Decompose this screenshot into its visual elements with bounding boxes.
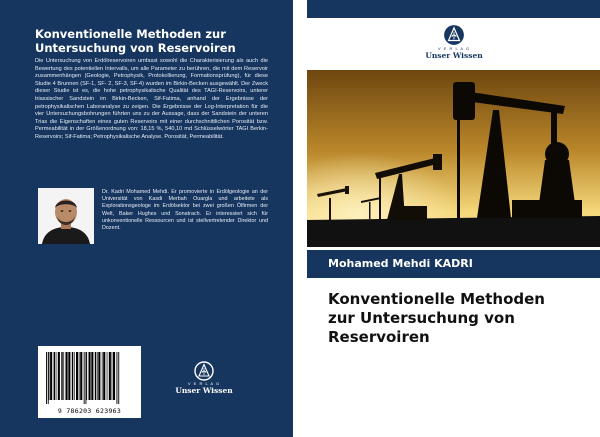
pumpjack-silhouette-image xyxy=(307,70,600,247)
spine xyxy=(293,0,307,437)
front-logo-verlag: V E R L A G xyxy=(437,46,471,51)
front-title-line-2: zur Untersuchung von xyxy=(328,309,515,327)
front-publisher-logo xyxy=(423,24,485,70)
front-title-line-1: Konventionelle Methoden xyxy=(328,290,545,308)
oil-pump-photo xyxy=(307,70,600,247)
front-cover xyxy=(307,0,600,437)
back-title-line-1: Konventionelle Methoden zur xyxy=(35,27,226,41)
isbn-barcode xyxy=(38,346,141,418)
isbn-number: 9 786203 623963 xyxy=(57,407,122,415)
publisher-emblem-icon xyxy=(194,361,214,381)
back-cover xyxy=(0,0,293,437)
author-band xyxy=(307,250,600,278)
front-cover-title xyxy=(328,290,593,347)
author-photo xyxy=(38,188,94,244)
author-bio: Dr. Kadri Mohamed Mehdi. Er promovierte in Erdölgeologie an der Universität von Kasdi Merbah Ouargla und arbeitete als Explorationsgeologe im Erdölsektor bei zwei großen Ölfirmen der Welt, Baker Hughes und Sonatrach. Er interessiert sich für unkonventionelle Ressourcen und ist stellvertretender Direktor und Dozent. xyxy=(102,189,268,232)
front-logo-name: Unser Wissen xyxy=(425,51,483,60)
back-logo-verlag: V E R L A G xyxy=(187,381,221,386)
author-name: Mohamed Mehdi KADRI xyxy=(328,257,473,270)
back-logo-name: Unser Wissen xyxy=(175,386,233,395)
book-description: Die Untersuchung von Erdölreservoiren umfasst sowohl die Charakterisierung als auch die Bewertung des potentiellen Intervalls, um alle Parameter zu berühren, die mit dem Reservoir zusammenhängen (Geologie, Petrophysik, Protokollierung, Formationsprüfung), für diese Studie 4 Brunnen (SF-1, SF- 2, SF-3, SF-4) wurden im Birkin-Becken ausgewählt. Der Zweck dieser Studie ist es, die hohe petrophysikalische Qualität des TAGI-Reservoirs, unterer triassischer Sandstein im Birkin-Becken, Sif-Fatima, anhand der Ergebnisse der petrophysikalischen Laboranalyse zu zeigen. Die Ergebnisse der Log-Interpretation für die vier Untersuchungsbohrungen führten uns zu der Aussage, dass der Sandstein der unteren Trias die Eigenschaften eines guten Reservoirs mit einer durchschnittlichen Porosität bzw. Permeabilität in der Größenordnung von: 18,15 %, 540,10 md Schlüsselwörter TAGI Berkin-Reservoirs; Sif-Fatima; Petrophysikalische Analyse. Porosität, Permeabilität. xyxy=(35,58,268,140)
back-title-line-2: Untersuchung von Reservoiren xyxy=(35,41,236,55)
back-publisher-logo xyxy=(174,361,234,407)
back-cover-title xyxy=(35,27,275,55)
barcode-icon xyxy=(44,352,135,404)
front-title-line-3: Reservoiren xyxy=(328,328,430,346)
publisher-emblem-icon xyxy=(443,24,465,46)
front-top-band xyxy=(307,0,600,18)
